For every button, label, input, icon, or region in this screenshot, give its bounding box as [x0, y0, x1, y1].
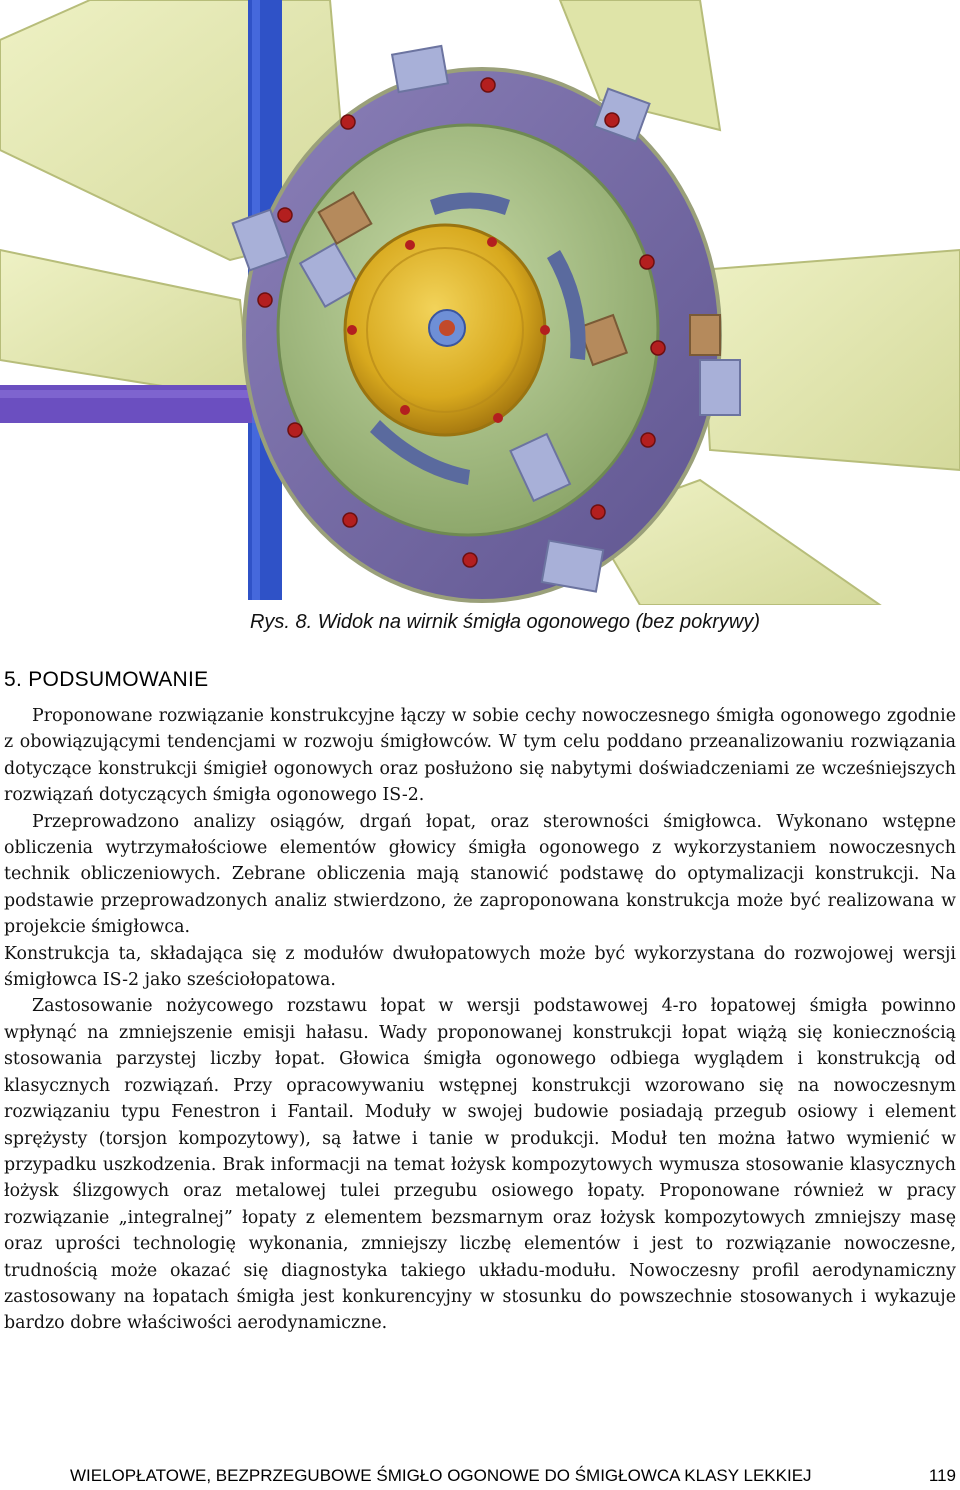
paragraph: Zastosowanie nożycowego rozstawu łopat w wersji podstawowej 4-ro łopatowej śmigła powinno wpłynąć na zmniejszenie emisji hałasu. Wady proponowanej konstrukcji łopat wiążą się koniecznością stosowania parzystej liczby łopat. Głowica śmigła ogonowego odbiega wyglądem i konstrukcją od klasycznych rozwiązań. Przy opracowywaniu wstępnej konstrukcji wzorowano się na nowoczesnym rozwiązaniu typu Fenestron i Fantail. Moduły w swojej budowie posiadają przegub osiowy i element sprężysty (torsjon kompozytowy), są łatwe i tanie w produkcji. Moduł ten można łatwo wymienić w przypadku uszkodzenia. Brak informacji na temat łożysk kompozytowych wymusza stosowanie klasycznych łożysk ślizgowych oraz metalowej tulei przegubu osiowego łopaty. Proponowane również w pracy rozwiązanie „integralnej” łopaty z elementem bezsmarnym oraz łożysk kompozytowych zmniejszy masę oraz uprości technologię wykonania, zmniejszy liczbę elementów i jest to rozwiązanie nowoczesne, trudnością może okazać się diagnostyka takiego układu-modułu. Nowoczesny profil aerodynamiczny zastosowany na łopatach śmigła jest konkurencyjny w stosunku do powszechnie stosowanych i wykazuje bardzo dobre właściwości aerodynamiczne. [4, 996, 956, 1334]
tail-rotor-render [0, 0, 960, 605]
paragraph: Przeprowadzono analizy osiągów, drgań łopat, oraz sterowności śmigłowca. Wykonano wstępne obliczenia wytrzymałościowe elementów głowicy śmigła ogonowego z wykorzystaniem nowoczesnych technik obliczeniowych. Zebrane obliczenia mają stanowić podstawę do optymalizacji konstrukcji. Na podstawie przeprowadzonych analiz stwierdzono, że zaproponowana konstrukcja może być realizowana w projekcie śmigłowca. [4, 811, 956, 938]
paragraph: Proponowane rozwiązanie konstrukcyjne łączy w sobie cechy nowoczesnego śmigła ogonowego zgodnie z obowiązującymi tendencjami w rozwoju śmigłowców. W tym celu poddano przeanalizowaniu rozwiązania dotyczące konstrukcji śmigieł ogonowych oraz posłużono się nabytymi doświadczeniami ze wcześniejszych rozwiązań dotyczących śmigła ogonowego IS-2. [4, 706, 956, 806]
figure-caption: Rys. 8. Widok na wirnik śmigła ogonowego (bez pokrywy) [249, 611, 760, 633]
paragraph: Konstrukcja ta, składająca się z modułów dwułopatowych może być wykorzystana do rozwojowej wersji śmigłowca IS-2 jako sześciołopatowa. [4, 943, 956, 991]
running-title: WIELOPŁATOWE, BEZPRZEGUBOWE ŚMIGŁO OGONOWE DO ŚMIGŁOWCA KLASY LEKKIEJ [70, 1466, 812, 1485]
section-heading: 5. PODSUMOWANIE [4, 668, 209, 691]
figure-tail-rotor [0, 0, 960, 605]
body-text [4, 703, 956, 1337]
blade-left [0, 250, 250, 400]
page-footer [0, 1466, 960, 1490]
page-number: 119 [928, 1466, 956, 1485]
